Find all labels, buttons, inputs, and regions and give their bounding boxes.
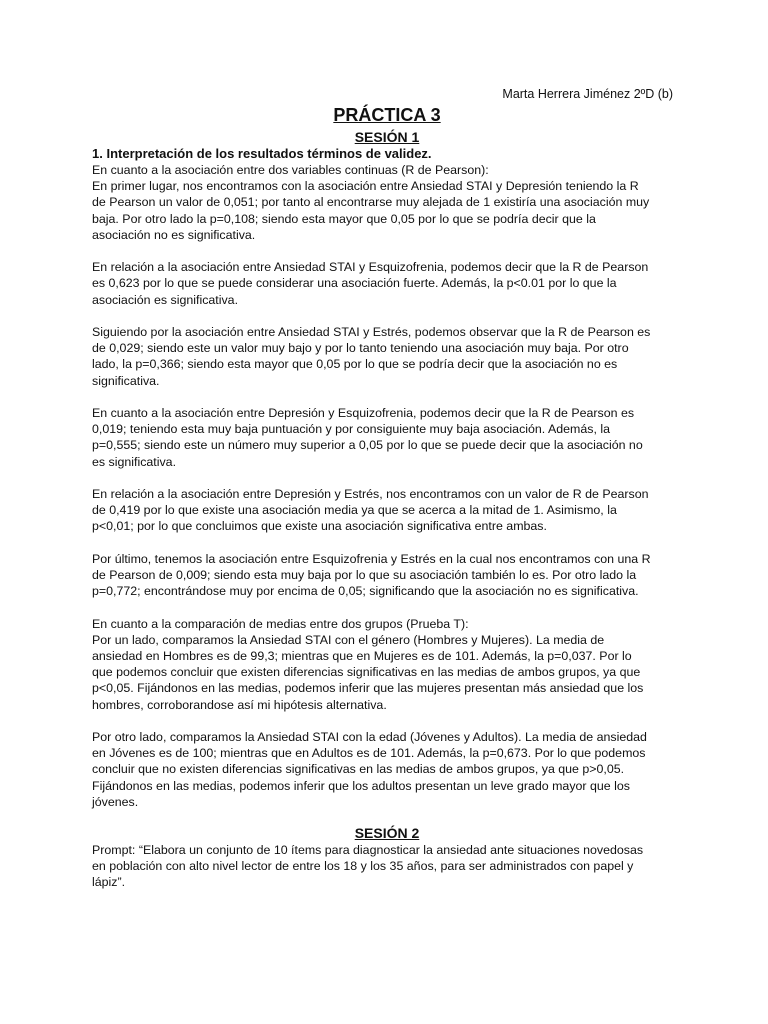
- paragraph-stai-estres: [92, 324, 682, 389]
- section-subheading: 1. Interpretación de los resultados términos de validez.: [92, 146, 432, 161]
- text-line: asociación no es significativa.: [92, 227, 256, 242]
- text-line: Prompt: “Elabora un conjunto de 10 ítems para diagnosticar la ansiedad ante situaciones novedosas: [92, 843, 644, 858]
- text-line: de Pearson de 0,009; siendo esta muy baja por lo que su asociación también lo es. Por otro lado la: [92, 568, 637, 582]
- session-2-heading: SESIÓN 2: [354, 825, 420, 842]
- author-line: Marta Herrera Jiménez 2ºD (b): [502, 87, 673, 101]
- text-line: Por último, tenemos la asociación entre Esquizofrenia y Estrés en la cual nos encontramos con una R: [92, 551, 651, 566]
- session-1-heading: SESIÓN 1: [354, 129, 420, 145]
- text-line: significativa.: [92, 373, 160, 388]
- paragraph-esquizofrenia-estres: [92, 551, 682, 600]
- text-line: En relación a la asociación entre Depresión y Estrés, nos encontramos con un valor de R de Pearson: [92, 487, 649, 501]
- text-line: p<0,01; por lo que concluimos que existe una asociación significativa entre ambas.: [92, 519, 547, 534]
- text-line: En relación a la asociación entre Ansiedad STAI y Esquizofrenia, podemos decir que la R de Pearson: [92, 260, 649, 275]
- text-line: en Jóvenes es de 100; mientras que en Adultos es de 101. Además, la p=0,673. Por lo que podemos: [92, 746, 646, 761]
- text-line: Fijándonos en las medias, podemos inferir que los adultos presentan un leve grado mayor que los: [92, 778, 630, 793]
- text-line: jóvenes.: [92, 794, 139, 809]
- text-line: asociación es significativa.: [92, 292, 239, 307]
- text-line: concluir que no existen diferencias significativas en las medias de ambos grupos, ya que p>0,05.: [92, 762, 625, 777]
- text-line: de Pearson un valor de 0,051; por tanto al encontrarse muy alejada de 1 existiría una asociación muy: [92, 195, 650, 210]
- text-line: baja. Por otro lado la p=0,108; siendo esta mayor que 0,05 por lo que se podría decir que la: [92, 211, 596, 226]
- paragraph-pearson-intro: [92, 162, 682, 243]
- paragraph-depresion-estres: [92, 486, 682, 535]
- text-line: que podemos concluir que existen diferencias significativas en las medias de ambos grupos, ya que: [92, 665, 641, 680]
- text-line: En primer lugar, nos encontramos con la asociación entre Ansiedad STAI y Depresión teniendo la R: [92, 179, 639, 194]
- text-line: p=0,772; encontrándose muy por encima de 0,05; significando que la asociación no es significativa.: [92, 584, 639, 599]
- text-line: p<0,05. Fijándonos en las medias, podemos inferir que las mujeres presentan más ansiedad que los: [92, 681, 644, 696]
- text-line: en población con alto nivel lector de entre los 18 y los 35 años, para ser administrados con papel y: [92, 859, 634, 874]
- text-line: de 0,419 por lo que existe una asociación media ya que se acerca a la mitad de 1. Asimismo, la: [92, 503, 617, 518]
- text-line: Por otro lado, comparamos la Ansiedad STAI con la edad (Jóvenes y Adultos). La media de ansiedad: [92, 730, 647, 744]
- text-line: En cuanto a la asociación entre Depresión y Esquizofrenia, podemos decir que la R de Pearson es: [92, 406, 635, 420]
- text-line: lápiz”.: [92, 875, 126, 890]
- text-line: lado, la p=0,366; siendo esta mayor que 0,05 por lo que se podría decir que la asociación no es: [92, 357, 618, 372]
- text-line: Por un lado, comparamos la Ansiedad STAI con el género (Hombres y Mujeres). La media de: [92, 632, 605, 647]
- paragraph-prompt: [92, 842, 682, 891]
- text-line: En cuanto a la comparación de medias entre dos grupos (Prueba T):: [92, 616, 469, 631]
- text-line: Siguiendo por la asociación entre Ansiedad STAI y Estrés, podemos observar que la R de Pearson es: [92, 325, 651, 339]
- paragraph-prueba-t-edad: [92, 729, 682, 810]
- text-line: es 0,623 por lo que se puede considerar una asociación fuerte. Además, la p<0.01 por lo que la: [92, 276, 617, 291]
- paragraph-prueba-t-genero: [92, 616, 682, 713]
- text-line: de 0,029; siendo este un valor muy bajo y por lo tanto teniendo una asociación muy baja. Por otro: [92, 341, 629, 356]
- document-body: [92, 103, 682, 891]
- text-line: 0,019; teniendo esta muy baja puntuación y por consiguiente muy baja asociación. Además, la: [92, 422, 610, 437]
- text-line: En cuanto a la asociación entre dos variables continuas (R de Pearson):: [92, 163, 489, 177]
- text-line: es significativa.: [92, 454, 177, 469]
- document-title: PRÁCTICA 3: [333, 105, 441, 125]
- paragraph-stai-esquizofrenia: [92, 259, 682, 308]
- paragraph-depresion-esquizofrenia: [92, 405, 682, 470]
- text-line: p=0,555; siendo este un número muy superior a 0,05 por lo que se puede decir que la asociación no: [92, 438, 643, 453]
- text-line: ansiedad en Hombres es de 99,3; mientras que en Mujeres es de 101. Además, la p=0,037. Por lo: [92, 649, 632, 663]
- text-line: hombres, corroborandose así mi hipótesis alternativa.: [92, 697, 387, 712]
